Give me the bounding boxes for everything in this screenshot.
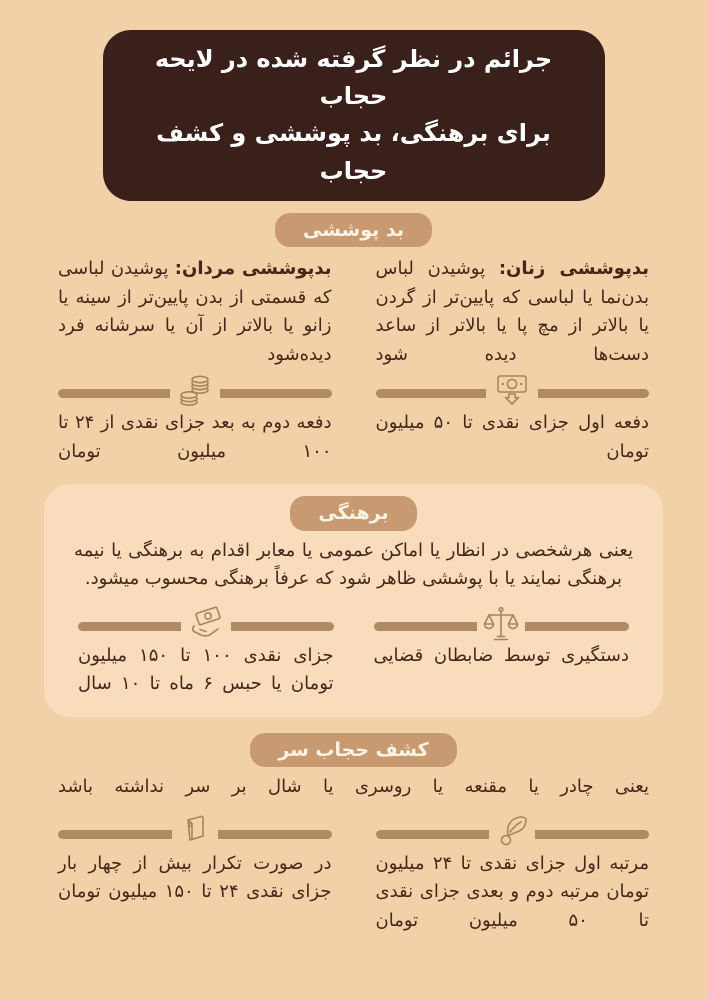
- nudity-fine-penalty: جزای نقدی ۱۰۰ تا ۱۵۰ میلیون تومان یا حبس ۶ ماه تا ۱۰ سال: [78, 644, 334, 695]
- head-uncovering-definition: یعنی چادر یا مقنعه یا روسری یا شال بر سر نداشته باشد: [58, 776, 649, 798]
- first-times-penalty: مرتبه اول جزای نقدی تا ۲۴ میلیون تومان مرتبه دوم و بعدی جزای نقدی تا ۵۰ میلیون تومان: [375, 852, 649, 931]
- men-lead: بدپوششی مردان:: [174, 258, 332, 280]
- repeat-penalty: در صورت تکرار بیش از چهار بار جزای نقدی ۲۴ تا ۱۵۰ میلیون تومان: [58, 852, 332, 903]
- page-title: [103, 30, 605, 201]
- first-times-column: [376, 810, 650, 935]
- women-desc: پوشیدن لباس بدن‌نما یا لباسی که پایین‌تر از گردن یا بالاتر از مچ پا یا بالاتر از ساعد دست‌ها دیده شود: [375, 258, 649, 365]
- divider: [58, 816, 332, 850]
- divider: [376, 375, 650, 409]
- men-column: [58, 255, 332, 466]
- nudity-badge-row: [70, 496, 637, 531]
- women-column: [376, 255, 650, 466]
- arrest-column: [374, 602, 630, 699]
- bad-dressing-badge-row: [0, 213, 707, 248]
- nudity-columns: [70, 594, 637, 699]
- women-definition: [376, 255, 650, 369]
- section-badge-nudity: برهنگی: [290, 496, 416, 531]
- coins-icon: [170, 373, 220, 409]
- arrest-penalty: دستگیری توسط ضابطان قضایی: [373, 644, 629, 666]
- hand-coin-icon: [489, 814, 535, 848]
- bad-dressing-columns: [0, 247, 707, 466]
- section-badge-bad-dressing: بد پوششی: [275, 213, 432, 248]
- divider: [58, 375, 332, 409]
- head-uncovering-columns: [0, 802, 707, 935]
- section-badge-head-uncovering: کشف حجاب سر: [250, 733, 456, 768]
- repeat-column: [58, 810, 332, 935]
- nudity-definition: یعنی هرشخصی در انظار یا اماکن عمومی یا معابر اقدام به برهنگی یا نیمه برهنگی نمایند یا با پوششی ظاهر شود که عرفاً برهنگی محسوب میشود.: [74, 539, 633, 590]
- divider: [78, 608, 334, 642]
- head-uncovering-badge-row: [0, 733, 707, 768]
- women-lead: بدپوششی زنان:: [498, 258, 649, 280]
- title-line-1: جرائم در نظر گرفته شده در لایحه حجاب: [154, 45, 553, 111]
- title-line-2: برای برهنگی، بد پوششی و کشف حجاب: [156, 119, 551, 185]
- men-desc: پوشیدن لباسی که قسمتی از بدن پایین‌تر از سینه یا زانو یا بالاتر از آن یا سرشانه فرد دیده‌شود: [58, 258, 332, 365]
- banknote-icon: [486, 373, 538, 409]
- nudity-card: [44, 484, 663, 716]
- men-penalty: دفعه دوم به بعد جزای نقدی از ۲۴ تا ۱۰۰ میلیون تومان: [58, 412, 332, 462]
- men-definition: [58, 255, 332, 369]
- divider: [374, 608, 630, 642]
- wallet-icon: [172, 814, 218, 848]
- women-penalty: دفعه اول جزای نقدی تا ۵۰ میلیون تومان: [375, 412, 649, 462]
- nudity-fine-column: [78, 602, 334, 699]
- divider: [376, 816, 650, 850]
- scales-icon: [477, 606, 525, 642]
- hand-banknote-icon: [181, 606, 231, 640]
